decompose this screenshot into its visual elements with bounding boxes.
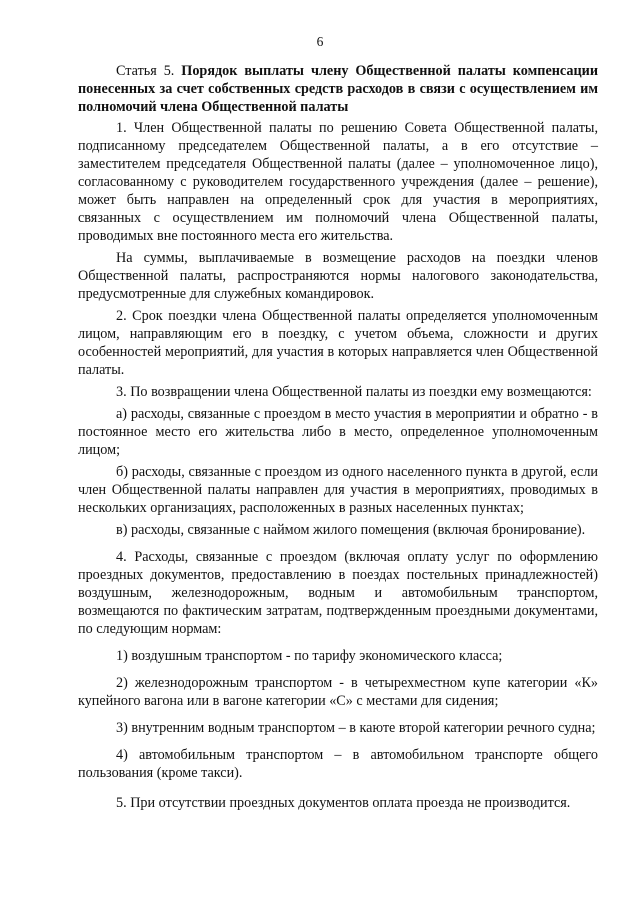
- paragraph-1: 1. Член Общественной палаты по решению Совета Общественной палаты, подписанному председателем Общественной палаты, а в его отсутствие – заместителем председателя Общественной палаты (далее – уполномоченное лицо), согласованному с руководителем государственного учреждения (далее – решение), может быть направлен на определенный срок для участия в мероприятиях, связанных с осуществлением им полномочий члена Общественной палаты, проводимых вне постоянного места его жительства.: [78, 120, 598, 244]
- article-title: Порядок выплаты члену Общественной палаты компенсации понесенных за счет собственных средств расходов в связи с осуществлением им полномочий члена Общественной палаты: [78, 63, 599, 115]
- page-number: 6: [316, 34, 324, 49]
- paragraph-4-4: 4) автомобильным транспортом – в автомобильном транспорте общего пользования (кроме такси).: [78, 747, 598, 781]
- paragraph-tax-norms: На суммы, выплачиваемые в возмещение расходов на поездки членов Общественной палаты, распространяются нормы налогового законодательства, предусмотренные для служебных командировок.: [78, 250, 598, 302]
- paragraph-3a: а) расходы, связанные с проездом в место участия в мероприятии и обратно - в постоянное место его жительства либо в место, определенное уполномоченным лицом;: [78, 406, 598, 458]
- paragraph-3: 3. По возвращении члена Общественной палаты из поездки ему возмещаются:: [116, 384, 592, 400]
- paragraph-3b: б) расходы, связанные с проездом из одного населенного пункта в другой, если член Общественной палаты направлен для участия в мероприятиях, проводимых в нескольких организациях, расположенных в разных населенных пунктах;: [78, 464, 598, 516]
- paragraph-4: 4. Расходы, связанные с проездом (включая оплату услуг по оформлению проездных документов, предоставлению в поездах постельных принадлежностей) воздушным, железнодорожным, водным и автомобильным транспортом, возмещаются по фактическим затратам, подтвержденным проездными документами, по следующим нормам:: [78, 549, 598, 637]
- paragraph-3c: в) расходы, связанные с наймом жилого помещения (включая бронирование).: [116, 522, 586, 538]
- paragraph-5: 5. При отсутствии проездных документов оплата проезда не производится.: [116, 795, 571, 811]
- paragraph-4-2: 2) железнодорожным транспортом - в четырехместном купе категории «К» купейного вагона или в вагоне категории «С» с местами для сидения;: [78, 675, 598, 709]
- document-body: [78, 62, 598, 816]
- paragraph-2: 2. Срок поездки члена Общественной палаты определяется уполномоченным лицом, направляющим его в поездку, с учетом объема, сложности и других особенностей мероприятий, для участия в которых направляется член Общественной палаты.: [78, 308, 598, 378]
- paragraph-4-3: 3) внутренним водным транспортом – в каюте второй категории речного судна;: [116, 720, 596, 736]
- article-label: Статья 5.: [116, 63, 175, 79]
- paragraph-4-1: 1) воздушным транспортом - по тарифу экономического класса;: [116, 648, 503, 664]
- article-heading: [78, 62, 598, 116]
